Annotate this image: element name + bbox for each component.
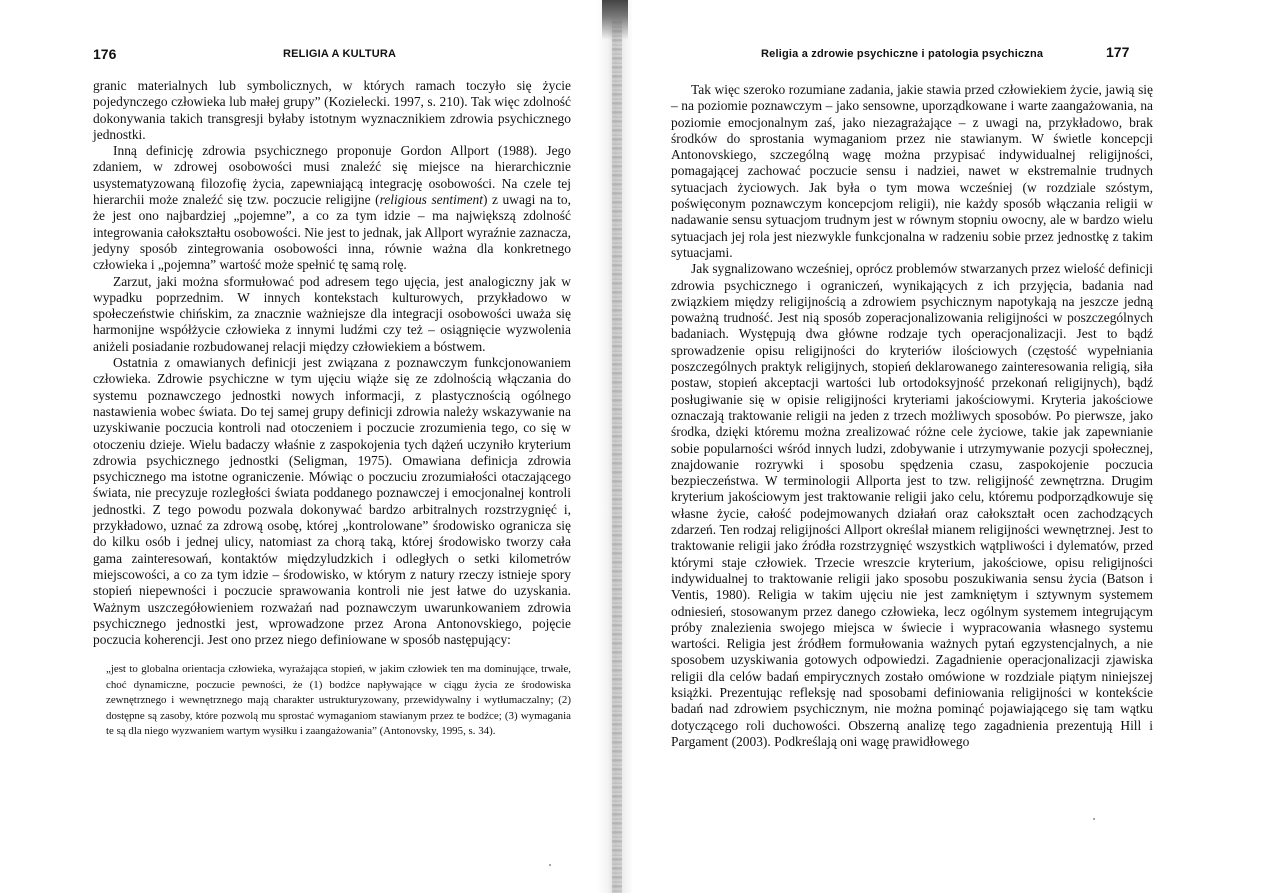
running-head: Religia a zdrowie psychiczne i patologia psychiczna [761,48,1044,60]
left-page-header [0,40,620,60]
page-number: 177 [1106,44,1130,60]
paragraph: granic materialnych lub symbolicznych, w których ramach toczyło się życie pojedynczego człowieka lub małej grupy” (Kozielecki. 1997, s. 210). Tak więc zdolność dokonywania takich transgresji byłaby istotnym wyznacznikiem zdrowia psychicznego jednostki. [93,78,571,142]
scan-speck [1093,818,1095,820]
paragraph: Tak więc szeroko rozumiane zadania, jakie stawia przed człowiekiem życie, jawią się – na poziomie poznawczym – jako sensowne, uporządkowane i warte zaangażowania, na poziomie emocjonalnym zaś, jako niezagrażające – z uwagi na, przykładowo, brak środków do sprostania wymaganiom przez nie stawianym. W świetle koncepcji Antonovskiego, szczególną wagę można przypisać indywidualnej religijności, pomagającej zachować poczucie sensu i nadziei, nawet w ekstremalnie trudnych sytuacjach życiowych. Jak była o tym mowa wcześniej (w rozdziale szóstym, poświęconym poznawczym koncepcjom religii), nie każdy sposób włączania religii w nadawanie sensu sytuacjom trudnym jest w równym stopniu owocny, ale w bardzo wielu sytuacjach jej rola jest niezwykle funkcjonalna w radzeniu sobie przez jednostkę z takim sytuacjami. [671,82,1153,260]
paragraph: Zarzut, jaki można sformułować pod adresem tego ujęcia, jest analogiczny jak w wypadku poprzednim. W innych kontekstach kulturowych, przykładowo w społeczeństwie chińskim, za znacznie ważniejsze dla integracji osobowości uważa się harmonijne współżycie człowieka z innymi ludźmi czy też – osiągnięcie wyzwolenia aniżeli posiadanie rozbudowanej relacji między człowiekiem a bóstwem. [93,273,571,354]
paragraph: Ostatnia z omawianych definicji jest związana z poznawczym funkcjonowaniem człowieka. Zdrowie psychiczne w tym ujęciu wiąże się ze zdolnością włączania do systemu poznawczego jednostki nowych informacji, z plastycznością ogólnego nastawienia wobec świata. Do tej samej grupy definicji zdrowia należy wskazywanie na uzyskiwanie poczucia kontroli nad otoczeniem i poczucie zrozumienia tego, co się w otoczeniu dzieje. Wielu badaczy właśnie z zaspokojenia tych dążeń uczyniło kryterium zdrowia psychicznego jednostki (Seligman, 1975). Omawiana definicja zdrowia psychicznego ma istotne ograniczenie. Mówiąc o poczuciu zrozumiałości otaczającego świata, nie precyzuje rozległości świata poddanego poznawczej i emocjonalnej kontroli jednostki. Z tego powodu pozwala dokonywać bardzo arbitralnych rozstrzygnięć i, przykładowo, uznać za zdrową osobę, której „kontrolowane” środowisko ogranicza się do kilku osób i jednej ulicy, natomiast za chorą taką, której środowisko tworzy cała gama zainteresowań, kontaktów międzyludzkich i odległych o setki kilometrów miejscowości, a co za tym idzie – środowisko, w którym z natury rzeczy istnieje spory stopień niepewności i poczucie sprawowania kontroli nie jest łatwe do uzyskania. Ważnym uszczegółowieniem rozważań nad poznawczym uwarunkowaniem zdrowia psychicznego jednostki jest, wprowadzone przez Arona Antonovskiego, pojęcie poczucia koherencji. Jest ono przez niego definiowane w sposób następujący: [93,355,571,648]
left-page [0,0,620,893]
page-number: 176 [93,46,117,62]
right-page [628,0,1263,893]
right-page-header [628,40,1263,60]
right-page-body [671,82,1153,750]
paragraph-allport-text: Inną definicję zdrowia psychicznego proponuje Gordon Allport (1988). Jego zdaniem, w zdrowej osobowości musi znaleźć się miejsce na hierarchicznie usystematyzowaną filozofię życia, zapewniającą integrację osobowości. Na czele tej hierarchii może znaleźć się tzw. poczucie religijne (religious sentiment) z uwagi na to, że jest ono najbardziej „pojemne”, a co za tym idzie – ma największą zdolność integrowania całokształtu osobowości. Nie jest to jednak, jak Allport wyraźnie zaznacza, jedyny sposób zintegrowania osobowości inna, równie ważna dla konkretnego człowieka i „pojemna” wartość może spełnić tę samą rolę. [93,143,571,273]
block-quote: „jest to globalna orientacja człowieka, wyrażająca stopień, w jakim człowiek ten ma dominujące, trwałe, choć dynamiczne, poczucie pewności, że (1) bodźce napływające w ciągu życia ze środowiska zewnętrznego i wewnętrznego mają charakter ustrukturyzowany, przewidywalny i wytłumaczalny; (2) dostępne są zasoby, które pozwolą mu sprostać wymaganiom stawianym przez te bodźce; (3) wymagania te są dla niego wyzwaniem wartym wysiłku i zaangażowania” (Antonovsky, 1995, s. 34). [106,663,571,738]
paragraph: Jak sygnalizowano wcześniej, oprócz problemów stwarzanych przez wielość definicji zdrowia psychicznego i ograniczeń, wynikających z ich przyjęcia, badania nad związkiem między religijnością a zdrowiem psychicznym napotykają na jeszcze jedną poważną trudność. Jest nią sposób zoperacjonalizowania religijności w poszczególnych badaniach. Występują dwa główne rodzaje tych operacjonalizacji. Jest to bądź sprowadzenie opisu religijności do kryteriów ilościowych (częstość wypełniania poszczególnych praktyk religijnych, stopień deklarowanego zainteresowania religią, siła postaw, stopień akceptacji wartości lub ortodoksyjność przekonań religijnych), bądź posługiwanie się w opisie religijności kryteriami jakościowymi. Kryteria jakościowe oznaczają traktowanie religii na jeden z trzech możliwych sposobów. Po pierwsze, jako środka, dzięki któremu można zrealizować różne cele życiowe, takie jak zapewnianie sobie popularności wśród innych ludzi, zdobywanie i utrzymywanie pozycji społecznej, znajdowanie rozrywki i sposobu spędzenia czasu, zaspokojenie poczucia bezpieczeństwa. W terminologii Allporta jest to tzw. religijność zewnętrzna. Drugim kryterium jakościowym jest traktowanie religii jako celu, któremu podporządkowuje się własne życie, całość podejmowanych działań oraz całokształt ocen zachodzących zdarzeń. Ten rodzaj religijności Allport określał mianem religijności wewnętrznej. Jest to traktowanie religii jako źródła rozstrzygnięć wszystkich wątpliwości i dylematów, przed którymi staje człowiek. Trzecie wreszcie kryterium, jakościowe, opisu religijności indywidualnej to traktowanie religii jako sposobu poszukiwania sensu życia (Batson i Ventis, 1980). Religia w takim ujęciu nie jest zamkniętym i sztywnym systemem odniesień, stosowanym przez danego człowieka, lecz ogólnym systemem integrującym próby znalezienia swojego miejsca w świecie i wypracowania własnego systemu wartości. Religia jest źródłem formułowania ważnych pytań egzystencjalnych, a nie sposobem uzyskiwania gotowych odpowiedzi. Zagadnienie operacjonalizacji zjawiska religii dla celów badań empirycznych zostało omówione w rozdziale piątym niniejszej książki. Prezentując refleksję nad sposobami definiowania religijności w kontekście badań nad zdrowiem psychicznym, nie można pominąć pojawiającego się tam wątku dotyczącego roli duchowości. Obszerną analizę tego zagadnienia prezentują Hill i Pargament (2003). Podkreślają oni wagę prawidłowego [671,261,1153,749]
italic-term: religious sentiment [379,192,483,208]
running-head: RELIGIA A KULTURA [283,48,397,60]
paragraph-allport [93,143,571,273]
scan-speck [549,864,551,866]
left-page-body [93,78,571,739]
